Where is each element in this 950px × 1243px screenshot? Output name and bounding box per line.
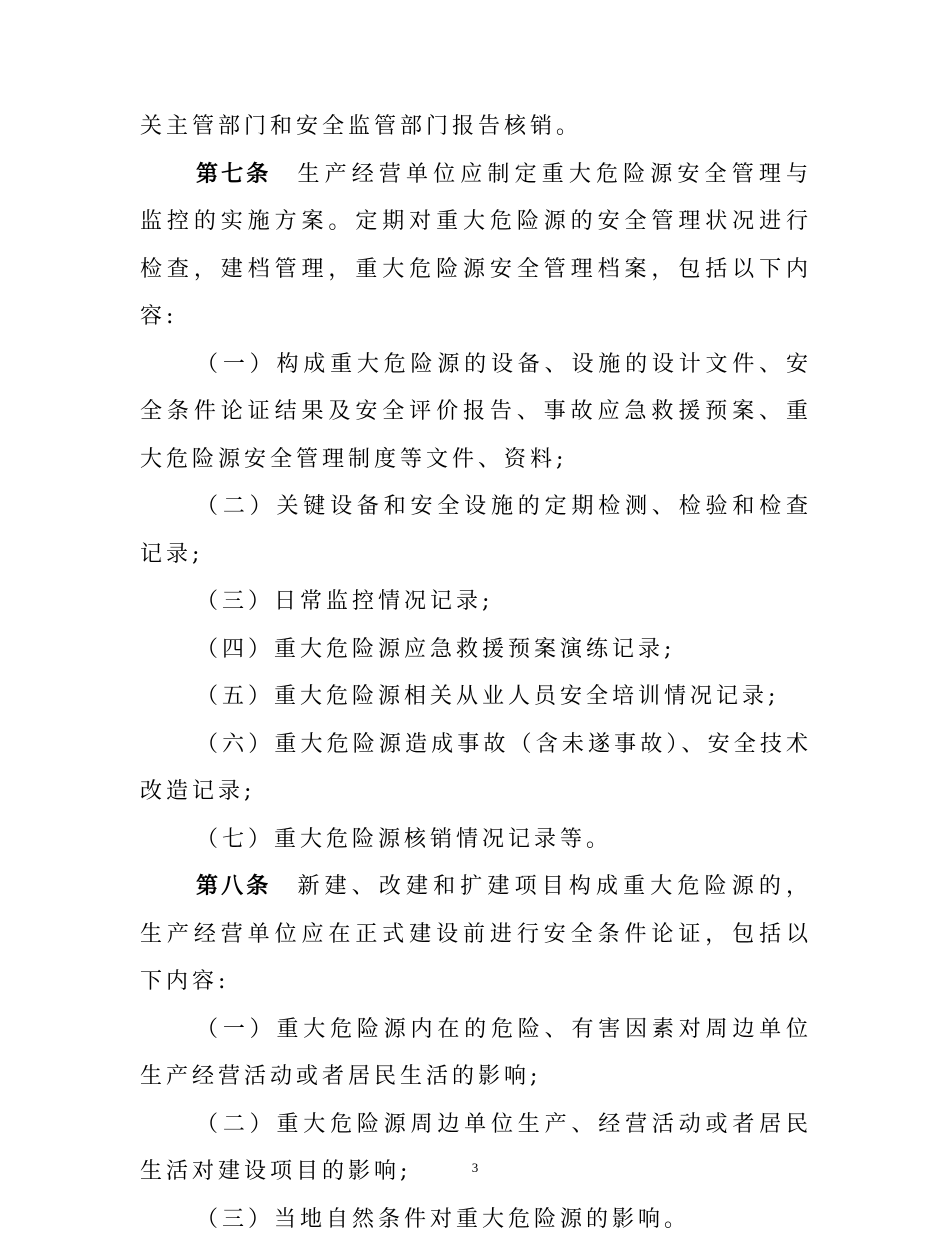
article-7-item-6: （六）重大危险源造成事故（含未遂事故）、安全技术改造记录; — [140, 721, 812, 816]
article-8-item-3: （三）当地自然条件对重大危险源的影响。 — [140, 1196, 812, 1243]
article-7-item-4: （四）重大危险源应急救援预案演练记录; — [140, 626, 812, 674]
article-7-item-7: （七）重大危险源核销情况记录等。 — [140, 816, 812, 864]
article-7-item-5: （五）重大危险源相关从业人员安全培训情况记录; — [140, 673, 812, 721]
article-7-paragraph — [140, 151, 812, 341]
article-7-label: 第七条 — [196, 161, 271, 187]
page-number: 3 — [0, 1160, 950, 1176]
article-7-item-1: （一）构成重大危险源的设备、设施的设计文件、安全条件论证结果及安全评价报告、事故应急救援预案、重大危险源安全管理制度等文件、资料; — [140, 341, 812, 484]
document-body — [140, 103, 812, 1243]
article-8-paragraph — [140, 863, 812, 1006]
paragraph-continuation: 关主管部门和安全监管部门报告核销。 — [140, 103, 812, 151]
article-7-text: 生产经营单位应制定重大危险源安全管理与监控的实施方案。定期对重大危险源的安全管理状况进行检查，建档管理，重大危险源安全管理档案，包括以下内容: — [140, 162, 812, 330]
article-8-label: 第八条 — [196, 873, 271, 899]
article-8-item-1: （一）重大危险源内在的危险、有害因素对周边单位生产经营活动或者居民生活的影响; — [140, 1006, 812, 1101]
article-8-item-2: （二）重大危险源周边单位生产、经营活动或者居民生活对建设项目的影响; — [140, 1101, 812, 1196]
article-8-text: 新建、改建和扩建项目构成重大危险源的，生产经营单位应在正式建设前进行安全条件论证，包括以下内容: — [140, 874, 812, 994]
article-7-item-2: （二）关键设备和安全设施的定期检测、检验和检查记录; — [140, 483, 812, 578]
article-7-item-3: （三）日常监控情况记录; — [140, 578, 812, 626]
